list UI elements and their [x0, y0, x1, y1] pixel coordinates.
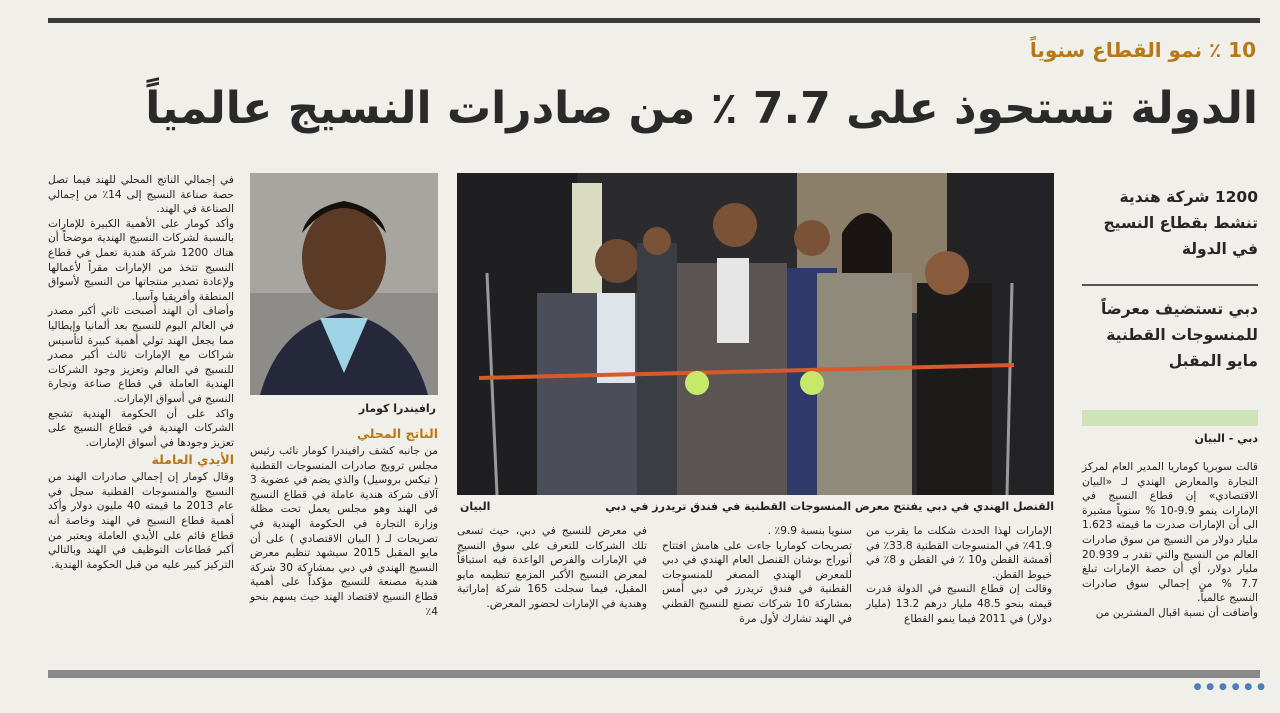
photo-credit: البيان — [460, 500, 491, 513]
kicker: 10 ٪ نمو القطاع سنوياً — [1029, 38, 1256, 62]
paragraph: سنويا بنسبة 9.9٪ . — [767, 525, 852, 537]
paragraph: وأكد كومار على الأهمية الكبيرة للإمارات بالنسبة لشركات النسيج الهندية موضحاً أن هناك 1200 شركة هندية تعمل في قطاع النسيج تتخذ من الإمارات مقراً لأعمالها ولإعادة تصدير منتجاتها من النسيج لأسواق المنطقة وأفريقيا وآسيا. — [48, 217, 234, 303]
highlight-line: في الدولة — [1181, 240, 1258, 258]
paragraph: الإمارات لهذا الحدث شكلت ما يقرب من 41.9٪ في المنسوجات القطنية 33.8٪ في أقمشة القطن و10 ٪ في القطن و 8٪ في خيوط القطن. — [866, 525, 1053, 581]
article-column-5 — [250, 424, 438, 619]
highlight-line: مايو المقبل — [1168, 352, 1258, 370]
dateline: دبي - البيان — [1194, 432, 1258, 445]
article-column-1 — [1082, 460, 1258, 621]
paragraph: وأضاف أن الهند أصبحت ثاني أكبر مصدر في العالم اليوم للنسيج بعد ألمانيا وإيطاليا مما يجعل الهند تولي أهمية كبيرة لتأسيس شراكات مع الإمارات ثالث أكبر مصدر للنسيج في العالم وتعزيز وجود الشركات الهندية العاملة في قطاع صناعة وتجارة النسيج في أسواق الإمارات. — [48, 305, 234, 405]
article-column-3 — [662, 524, 852, 626]
portrait-caption: رافيندرا كومار — [358, 402, 436, 415]
top-rule — [48, 18, 1260, 23]
decorative-dots: ● ● ● ● ● ● — [1193, 682, 1266, 692]
paragraph: وقال كومار إن إجمالي صادرات الهند من النسيج والمنسوجات القطنية سجل في عام 2013 ما قيمته 40 مليون دولار وأكد أهمية قطاع النسيج في الهند وخاصة أنه قطاع قائم على الأيدي العاملة ويعتبر من أكبر قطاعات التوظيف في الهند وبالتالي التركيز كبير عليه من قبل الحكومة الهندية. — [48, 471, 234, 571]
sidebar-divider — [1082, 284, 1258, 286]
photo-caption: القنصل الهندي في دبي يفتتح معرض المنسوجات القطنية في فندق تريدرز في دبي — [605, 500, 1054, 513]
sidebar-highlight-2 — [1082, 296, 1258, 374]
article-column-6 — [48, 173, 234, 572]
article-column-2 — [866, 524, 1052, 626]
portrait-photo — [250, 173, 438, 395]
highlight-line: دبي تستضيف معرضاً — [1100, 300, 1258, 318]
highlight-line: للمنسوجات القطنية — [1106, 326, 1258, 344]
article-column-4 — [457, 524, 647, 612]
sidebar-highlight-1 — [1082, 184, 1258, 262]
paragraph: وقالت إن قطاع النسيج في الدولة قدرت قيمته بنحو 48.5 مليار درهم 13.2 (مليار دولار) في 2011 فيما ينمو القطاع — [866, 583, 1053, 625]
paragraph: تصريحات كوماريا جاءت على هامش افتتاح أنوراج بوشان القنصل العام الهندي في دبي للمعرض الهندي المصغر للمنسوجات القطنية في فندق تريدرز في دبي أمس بمشاركة 10 شركات تصنع للنسيج القطني في الهند تشارك لأول مرة — [662, 539, 852, 625]
paragraph: من جانبه كشف رافيندرا كومار نائب رئيس مجلس ترويج صادرات المنسوجات القطنية ( تيكس بروسيل) والذي يضم في عضوية 3 آلاف شركة هندية عاملة في قطاع النسيج في الهند وهو مجلس يعمل تحت مظلة وزارة التجارة في الحكومة الهندية في تصريحات لـ ( البيان الاقتصادي ) على أن مايو المقبل 2015 سيشهد تنظيم معرض النسيج الهندي في دبي بمشاركة 30 شركة هندية مصنعة للنسيج مؤكداً على أهمية قطاع النسيج لاقتصاد الهند حيث يسهم بنحو 4٪ — [250, 445, 439, 618]
section-subhead: الأيدي العاملة — [151, 452, 234, 468]
highlight-line: تنشط بقطاع النسيج — [1103, 214, 1258, 232]
highlight-line: 1200 شركة هندية — [1119, 188, 1258, 206]
sidebar-tint-bar — [1082, 410, 1258, 426]
paragraph: قالت سوبريا كوماريا المدير العام لمركز التجارة والمعارض الهندي لـ «البيان الاقتصادي» إن قطاع النسيج في الإمارات ينمو 9.9-10 % سنوياً مشيرة الى أن الإمارات صدرت ما قيمته 1.623 مليار دولار من النسيج من سوق صادرات العالم من النسيج والتي تقدر بـ 20.939 مليار دولار، أي أن حصة الإمارات تبلغ 7.7 % من إجمالي سوق صادرات النسيج عالمياً. — [1082, 461, 1258, 605]
paragraph: في إجمالي الناتج المحلي للهند فيما تصل حصة صناعة النسيج إلى 14٪ من إجمالي الصناعة في الهند. — [48, 174, 234, 216]
paragraph: وأضافت أن نسبة اقبال المشترين من — [1095, 606, 1258, 619]
paragraph: في معرض للنسيج في دبي، حيث تسعى تلك الشركات للتعرف على سوق النسيج في الإمارات والفرص الواعدة فيه استباقاً لمعرض النسيج الأكبر المزمع تنظيمه مايو المقبل، فيما سجلت 165 شركة إماراتية وهندية في الإمارات لحضور المعرض. — [457, 525, 647, 610]
bottom-rule — [48, 670, 1260, 678]
paragraph: واكد على أن الحكومة الهندية تشجع الشركات الهندية في قطاع النسيج على تعزيز وجودها في أسواق الإمارات. — [48, 407, 234, 449]
section-subhead: الناتج المحلي — [357, 426, 438, 441]
headline: الدولة تستحوذ على 7.7 ٪ من صادرات النسيج عالمياً — [145, 83, 1258, 134]
ribbon-cutting-photo — [457, 173, 1054, 495]
